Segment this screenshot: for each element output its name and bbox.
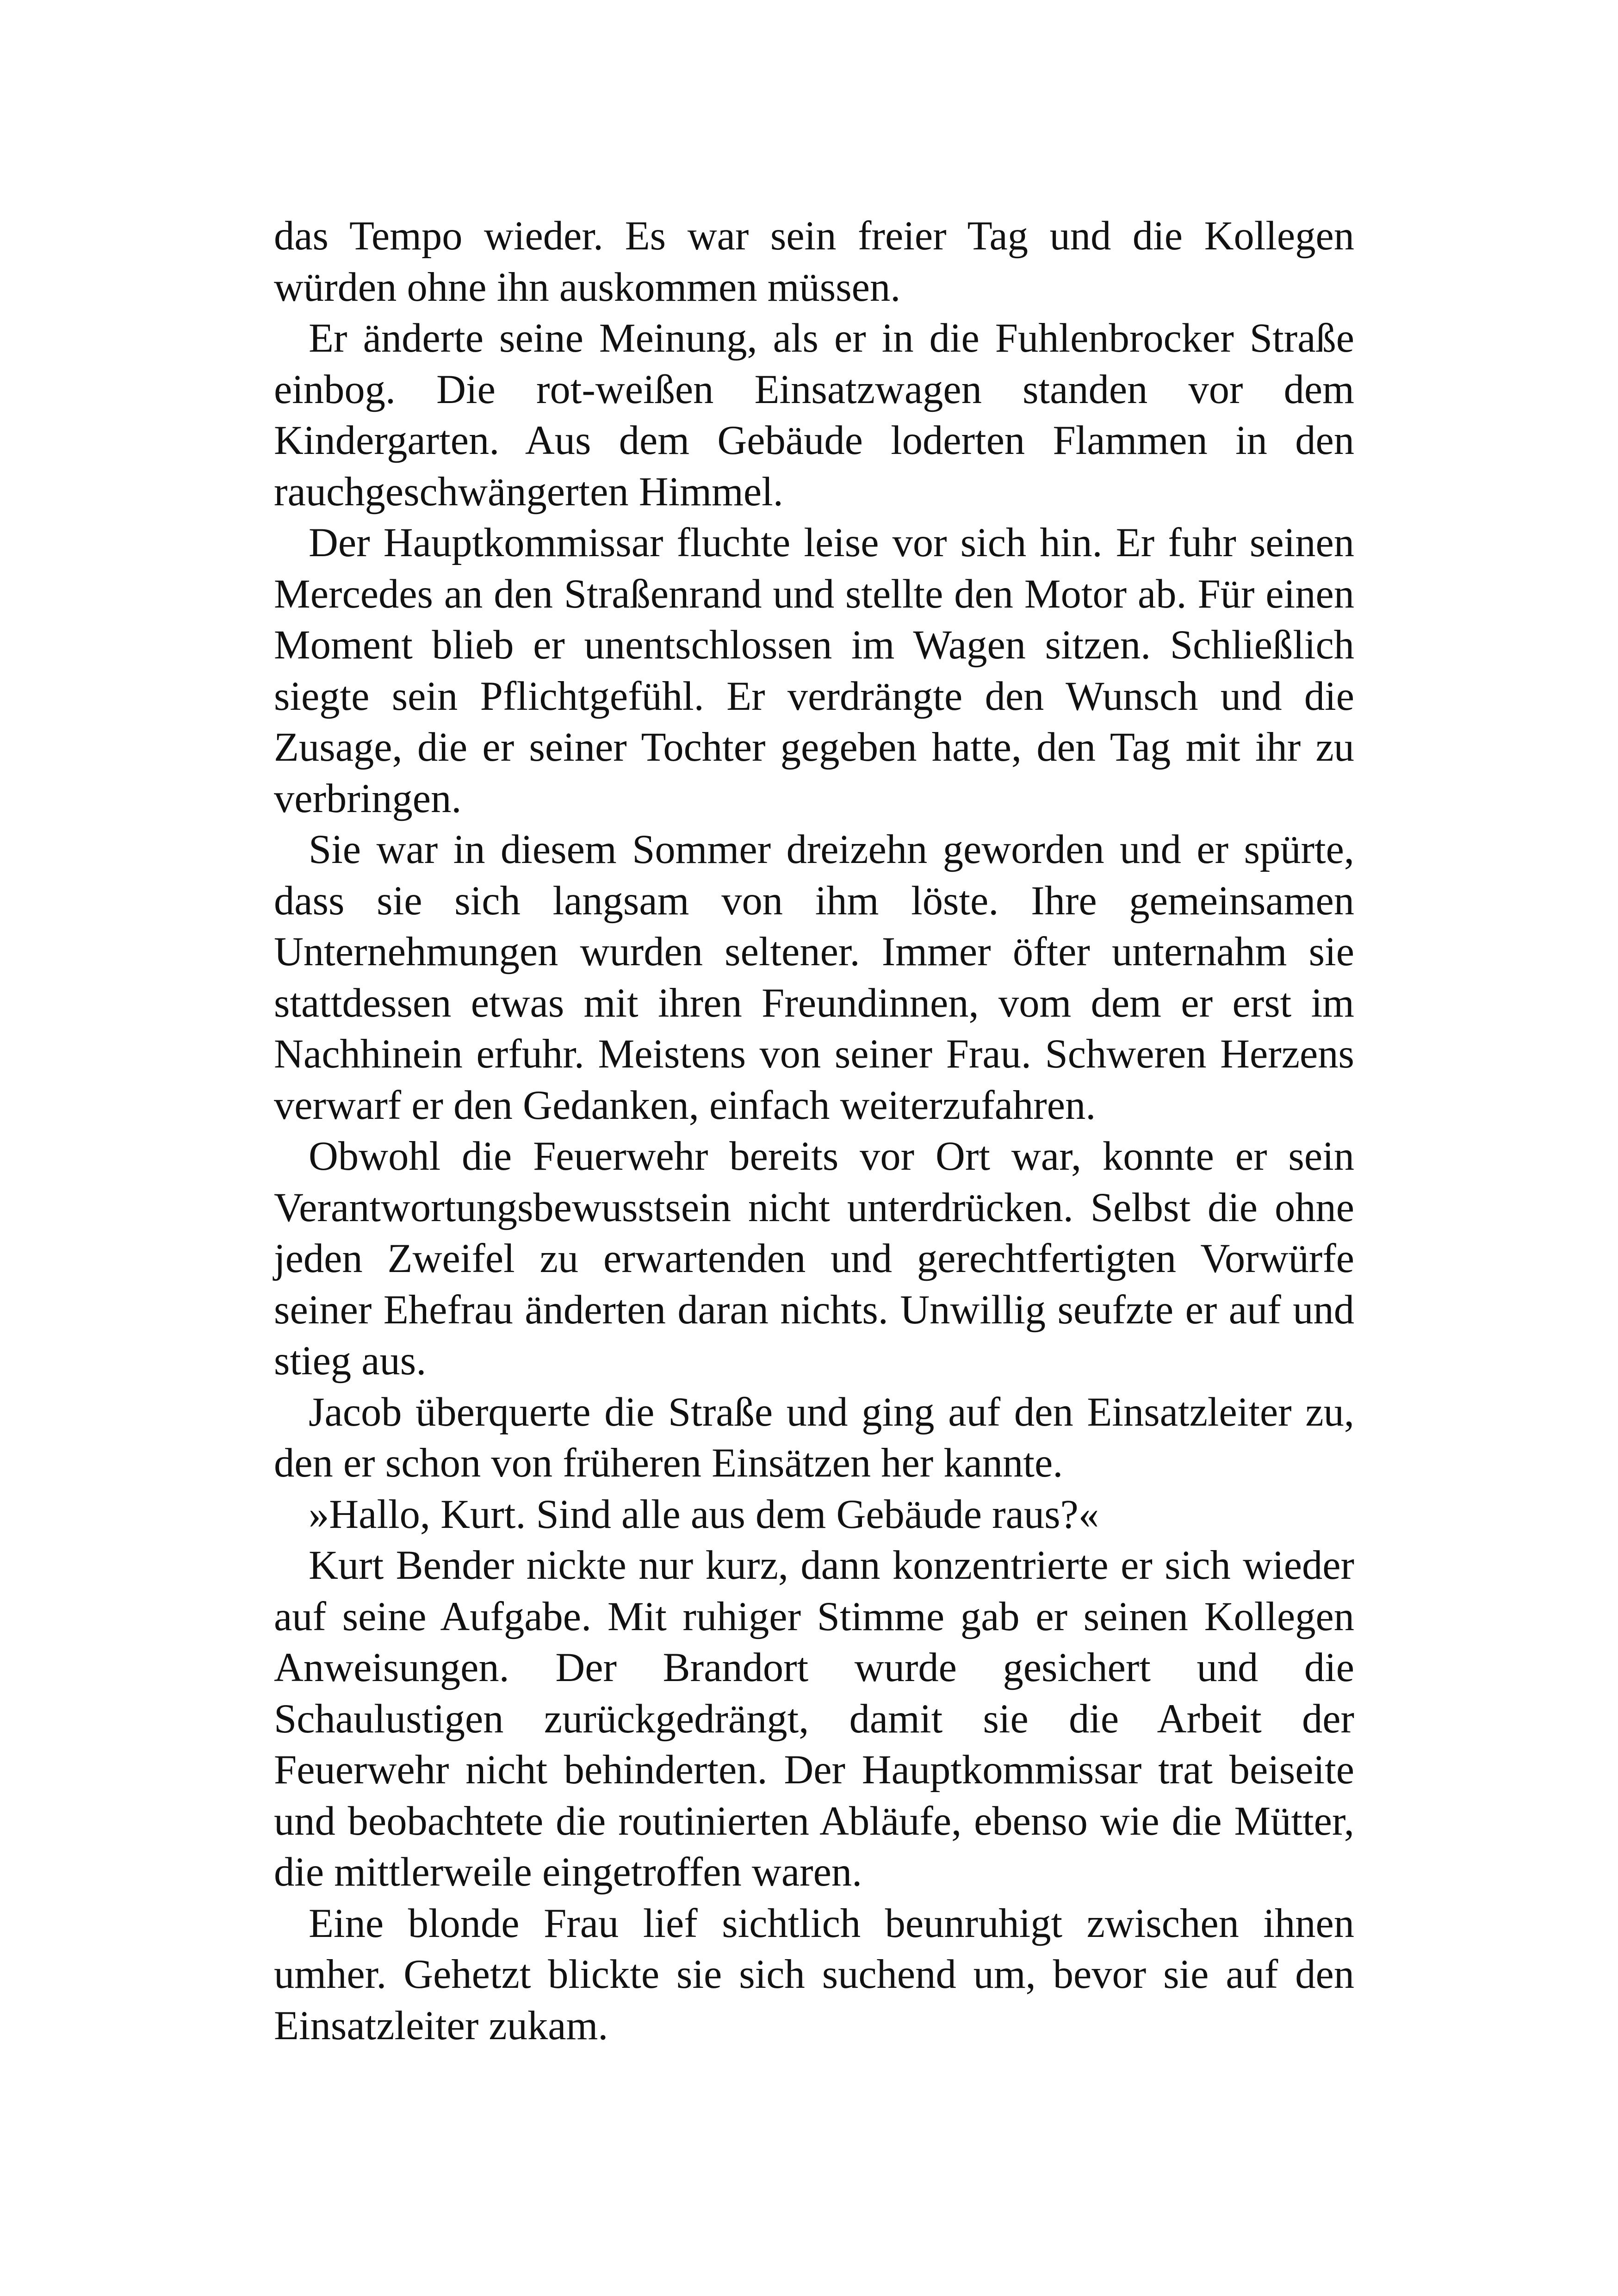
paragraph: Kurt Bender nickte nur kurz, dann konzentrierte er sich wieder auf seine Aufgabe. Mit ruhiger Stimme gab er seinen Kollegen Anweisungen. Der Brandort wurde gesichert und die Schaulustigen zurückgedrängt, damit sie die Arbeit der Feuerwehr nicht behinderten. Der Hauptkommissar trat beiseite und beobachtete die routinierten Abläufe, ebenso wie die Mütter, die mittlerweile eingetroffen waren. — [274, 1543, 1354, 1895]
page-body — [274, 211, 1354, 2051]
paragraph: Eine blonde Frau lief sichtlich beunruhigt zwischen ihnen umher. Gehetzt blickte sie sich suchend um, bevor sie auf den Einsatzleiter zukam. — [274, 1900, 1354, 2048]
paragraph-continued: das Tempo wieder. Es war sein freier Tag und die Kollegen würden ohne ihn auskommen müssen. — [274, 213, 1354, 310]
paragraph: Jacob überquerte die Straße und ging auf den Einsatzleiter zu, den er schon von früheren Einsätzen her kannte. — [274, 1389, 1354, 1486]
paragraph: Sie war in diesem Sommer dreizehn geworden und er spürte, dass sie sich langsam von ihm löste. Ihre gemeinsamen Unternehmungen wurden seltener. Immer öfter unternahm sie stattdessen etwas mit ihren Freundinnen, vom dem er erst im Nachhinein erfuhr. Meistens von seiner Frau. Schweren Herzens verwarf er den Gedanken, einfach weiterzufahren. — [274, 827, 1354, 1128]
paragraph: Der Hauptkommissar fluchte leise vor sich hin. Er fuhr seinen Mercedes an den Straßenrand und stellte den Motor ab. Für einen Moment blieb er unentschlossen im Wagen sitzen. Schließlich siegte sein Pflichtgefühl. Er verdrängte den Wunsch und die Zusage, die er seiner Tochter gegeben hatte, den Tag mit ihr zu verbringen. — [274, 520, 1354, 821]
dialogue-line: »Hallo, Kurt. Sind alle aus dem Gebäude raus?« — [309, 1491, 1099, 1537]
paragraph: Er änderte seine Meinung, als er in die Fuhlenbrocker Straße einbog. Die rot-weißen Einsatzwagen standen vor dem Kindergarten. Aus dem Gebäude loderten Flammen in den rauchgeschwängerten Himmel. — [274, 316, 1354, 515]
paragraph: Obwohl die Feuerwehr bereits vor Ort war, konnte er sein Verantwortungsbewusstsein nicht unterdrücken. Selbst die ohne jeden Zweifel zu erwartenden und gerechtfertigten Vorwürfe seiner Ehefrau änderten daran nichts. Unwillig seufzte er auf und stieg aus. — [274, 1134, 1354, 1384]
